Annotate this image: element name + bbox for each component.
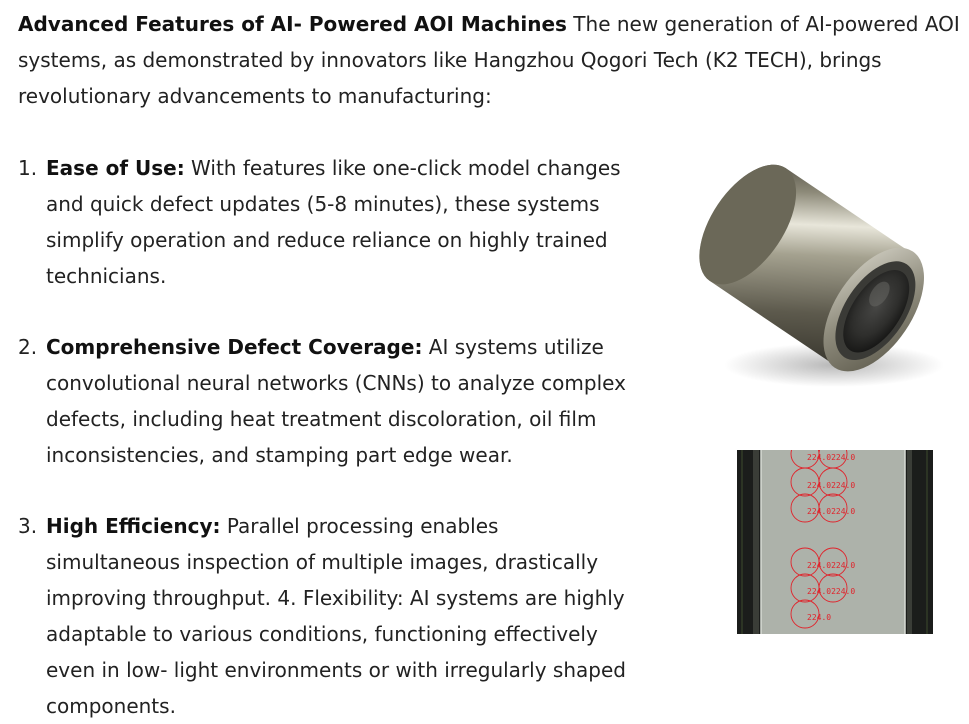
inspection-label: 224.0224.0 xyxy=(807,587,856,596)
inspection-label: 224.0224.0 xyxy=(807,507,856,516)
list-item-title: Comprehensive Defect Coverage: xyxy=(46,335,423,359)
intro-paragraph xyxy=(18,6,966,114)
list-item-title: High Efficiency: xyxy=(46,514,221,538)
list-item-ease-of-use xyxy=(18,150,658,294)
inspection-label: 224.0 xyxy=(807,613,832,622)
list-number: 1. xyxy=(18,156,38,180)
metal-cylinder-photo xyxy=(694,160,954,392)
list-item-text: AI systems utilize convolutional neural networks (CNNs) to analyze complex defects, including heat treatment discoloration, oil film inconsistencies, and stamping part edge wear. xyxy=(46,335,626,467)
intro-text: The new generation of AI-powered AOI systems, as demonstrated by innovators like Hangzhou Qogori Tech (K2 TECH), brings revolutionary advancements to manufacturing: xyxy=(18,12,960,108)
list-item-title: Ease of Use: xyxy=(46,156,185,180)
intro-heading: Advanced Features of AI- Powered AOI Machines xyxy=(18,12,567,36)
list-item-text: With features like one-click model changes and quick defect updates (5-8 minutes), these systems simplify operation and reduce reliance on highly trained technicians. xyxy=(46,156,621,288)
inspection-label: 224.0224.0 xyxy=(807,561,856,570)
inspection-label: 224.0224.0 xyxy=(807,453,856,462)
list-item-high-efficiency xyxy=(18,508,638,724)
inspection-label: 224.0224.0 xyxy=(807,481,856,490)
list-item-defect-coverage xyxy=(18,329,658,473)
list-number: 3. xyxy=(18,514,38,538)
list-number: 2. xyxy=(18,335,38,359)
inspection-result-image xyxy=(737,450,933,634)
list-item-text: Parallel processing enables simultaneous inspection of multiple images, drastically improving throughput. 4. Flexibility: AI systems are highly adaptable to various conditions, functioning effectively even in low- light environments or with irregularly shaped components. xyxy=(46,514,626,718)
